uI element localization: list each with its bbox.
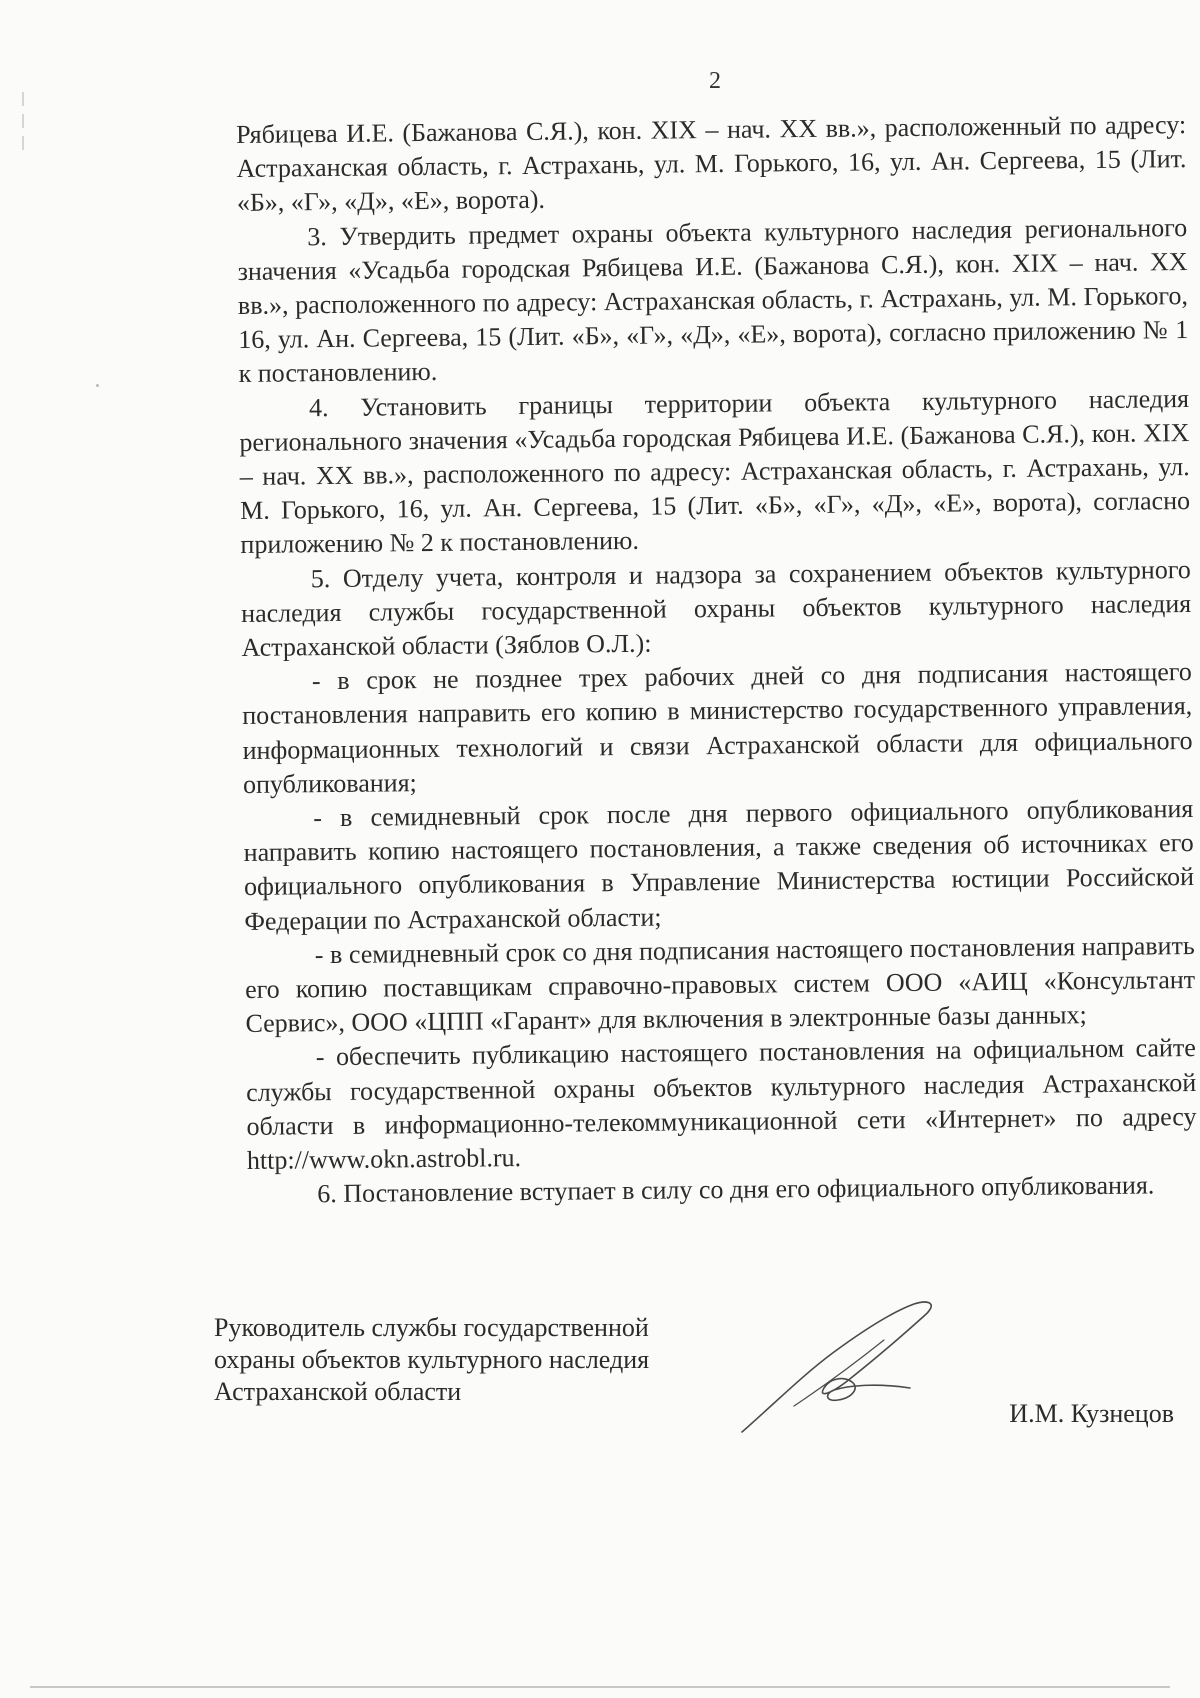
paragraph-item-6: 6. Постановление вступает в силу со дня его официального опубликования.	[317, 1170, 1155, 1209]
margin-punch-marks	[22, 92, 26, 162]
signer-title-line: охраны объектов культурного наследия	[214, 1345, 650, 1374]
paragraph-subitem: - в семидневный срок после дня первого официального опубликования направить копию настоящего постановления, а также сведения об источниках его официального опубликования в Управление Министерства юстиции Российской Федерации по Астраханской области;	[243, 794, 1195, 936]
paragraph-subitem: - в семидневный срок со дня подписания настоящего постановления направить его копию поставщикам справочно-правовых систем ООО «АИЦ «Консультант Сервис», ООО «ЦПП «Гарант» для включения в электронные базы данных;	[244, 930, 1196, 1039]
signature-block	[214, 1312, 1194, 1472]
document-body	[236, 108, 1197, 1212]
signer-title-line: Астраханской области	[214, 1377, 462, 1406]
signer-name: И.М. Кузнецов	[1009, 1399, 1174, 1428]
paragraph-item-4: 4. Установить границы территории объекта культурного наследия регионального значения «Усадьба городская Рябицева И.Е. (Бажанова С.Я.), кон. XIX – нач. XX вв.», расположенного по адресу: Астраханская область, г. Астрахань, ул. М. Горького, 16, ул. Ан. Сергеева, 15 (Лит. «Б», «Г», «Д», «Е», ворота), согласно приложению № 2 к постановлению.	[239, 383, 1191, 560]
paragraph-continuation: Рябицева И.Е. (Бажанова С.Я.), кон. XIX – нач. XX вв.», расположенный по адресу: Астраханская область, г. Астрахань, ул. М. Горького, 16, ул. Ан. Сергеева, 15 (Лит. «Б», «Г», «Д», «Е», ворота).	[236, 110, 1187, 218]
paragraph-item-5: 5. Отделу учета, контроля и надзора за сохранением объектов культурного наследия службы государственной охраны объектов культурного наследия Астраханской области (Зяблов О.Л.):	[241, 554, 1192, 663]
scan-edge-line	[30, 1686, 1170, 1688]
signer-title	[214, 1312, 734, 1408]
signer-title-line: Руководитель службы государственной	[214, 1313, 649, 1342]
margin-mark	[22, 136, 24, 150]
margin-mark	[22, 114, 24, 128]
paragraph-item-3: 3. Утвердить предмет охраны объекта культурного наследия регионального значения «Усадьба городская Рябицева И.Е. (Бажанова С.Я.), кон. XIX – нач. XX вв.», расположенного по адресу: Астраханская область, г. Астрахань, ул. М. Горького, 16, ул. Ан. Сергеева, 15 (Лит. «Б», «Г», «Д», «Е», ворота), согласно приложению № 1 к постановлению.	[237, 212, 1189, 389]
handwritten-signature	[734, 1294, 944, 1444]
page-number: 2	[709, 68, 721, 94]
paragraph-subitem: - обеспечить публикацию настоящего постановления на официальном сайте службы государственной охраны объектов культурного наследия Астраханской области в информационно-телекоммуникационной сети «Интернет» по адресу http://www.okn.astrobl.ru.	[246, 1033, 1197, 1176]
scan-speck	[96, 384, 99, 387]
paragraph-subitem: - в срок не позднее трех рабочих дней со дня подписания настоящего постановления направить его копию в министерство государственного управления, информационных технологий и связи Астраханской области для официального опубликования;	[242, 657, 1193, 799]
